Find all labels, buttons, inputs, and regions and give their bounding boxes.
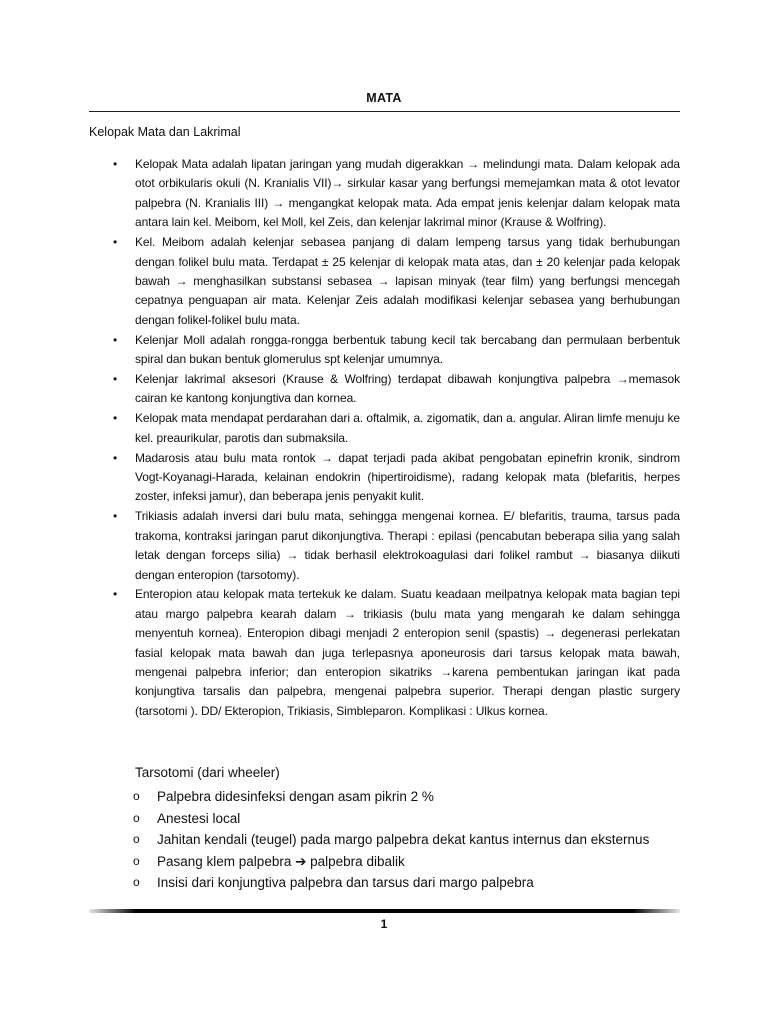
bullet-dot: •	[113, 587, 118, 602]
bullet-text: Enteropion atau kelopak mata tertekuk ke dalam. Suatu keadaan meilpatnya kelopak mata bagian tepi atau margo palpebra kearah dalam → trikiasis (bulu mata yang mengarah ke dalam sehingga menyentuh kornea). Enteropion dibagi menjadi 2 enteropion senil (spastis) → degenerasi perlekatan fasial kelopak mata bawah dan juga terlepasnya aponeurosis dari tarsus kelopak mata bawah, mengenai palpebra inferior; dan enteropion sikatriks →karena pembentukan jaringan ikat pada konjungtiva tarsalis dan palpebra, mengenai palpebra superior. Therapi dengan plastic surgery (tarsotomi ). DD/ Ekteropion, Trikiasis, Simbleparon. Komplikasi : Ulkus kornea.	[135, 587, 680, 718]
bullet-text: Trikiasis adalah inversi dari bulu mata, sehingga mengenai kornea. E/ blefaritis, trauma, tarsus pada trakoma, kontraksi jaringan parut dikonjungtiva. Therapi : epilasi (pencabutan beberapa silia yang salah letak dengan forceps silia) → tidak berhasil elektrokoagulasi dari folikel rambut → biasanya diikuti dengan enteropion (tarsotomy).	[135, 509, 680, 582]
step-text: Insisi dari konjungtiva palpebra dan tarsus dari margo palpebra	[157, 875, 534, 890]
bullet-dot: •	[113, 450, 118, 465]
list-item	[133, 829, 693, 851]
bullet-text: Kelenjar Moll adalah rongga-rongga berbentuk tabung kecil tak bercabang dan permulaan berbentuk spiral dan bukan bentuk glomerulus spt kelenjar umumnya.	[135, 332, 680, 367]
bullet-item	[89, 585, 680, 721]
list-item	[133, 851, 693, 873]
list-item	[133, 786, 693, 808]
circle-bullet-icon: o	[133, 789, 140, 803]
step-text: Jahitan kendali (teugel) pada margo palpebra dekat kantus internus dan eksternus	[157, 832, 650, 847]
bullet-text: Kelopak mata mendapat perdarahan dari a. oftalmik, a. zigomatik, dan a. angular. Aliran limfe menuju ke kel. preaurikular, parotis dan submaksila.	[135, 411, 680, 445]
bullet-dot: •	[113, 509, 118, 524]
circle-bullet-icon: o	[133, 875, 140, 889]
bullet-item	[89, 331, 680, 370]
section-heading: Kelopak Mata dan Lakrimal	[89, 125, 241, 139]
circle-bullet-icon: o	[133, 832, 140, 846]
circle-bullet-icon: o	[133, 853, 140, 868]
page-number: 1	[380, 917, 388, 931]
bullet-dot: •	[113, 371, 118, 386]
bullet-item	[89, 409, 680, 448]
bullet-item	[89, 370, 680, 409]
step-text: Pasang klem palpebra ➔ palpebra dibalik	[157, 853, 405, 869]
bullet-text: Kelopak Mata adalah lipatan jaringan yang mudah digerakkan → melindungi mata. Dalam kelopak ada otot orbikularis okuli (N. Kranialis VII)→ sirkular kasar yang berfungsi memejamkan mata & otot levator palpebra (N. Kranialis III) → mengangkat kelopak mata. Ada empat jenis kelenjar dalam kelopak mata antara lain kel. Meibom, kel Moll, kel Zeis, dan kelenjar lakrimal minor (Krause & Wolfring).	[135, 157, 680, 230]
bullet-item	[89, 155, 680, 233]
step-text: Anestesi local	[157, 810, 241, 826]
bullet-text: Kel. Meibom adalah kelenjar sebasea panjang di dalam lempeng tarsus yang tidak berhubungan dengan folikel bulu mata. Terdapat ± 25 kelenjar di kelopak mata atas, dan ± 20 kelenjar pada kelopak bawah → menghasilkan substansi sebasea → lapisan minyak (tear film) yang berfungsi mencegah cepatnya penguapan air mata. Kelenjar Zeis adalah modifikasi kelenjar sebasea yang berhubungan dengan folikel-folikel bulu mata.	[135, 235, 680, 327]
circle-bullet-icon: o	[133, 810, 140, 825]
step-text: Palpebra didesinfeksi dengan asam pikrin 2 %	[157, 789, 434, 804]
bullet-text: Madarosis atau bulu mata rontok → dapat terjadi pada akibat pengobatan epinefrin kronik, sindrom Vogt-Koyanagi-Harada, kelainan endokrin (hipertiroidisme), radang kelopak mata (blefaritis, herpes zoster, infeksi jamur), dan beberapa jenis penyakit kulit.	[135, 450, 680, 504]
footer-divider	[89, 909, 680, 913]
bullet-list	[89, 155, 680, 722]
bullet-item	[89, 233, 680, 330]
tarsotomi-title: Tarsotomi (dari wheeler)	[135, 765, 280, 780]
list-item	[133, 808, 693, 830]
header-divider	[89, 111, 680, 112]
bullet-dot: •	[113, 332, 118, 347]
tarsotomi-steps	[133, 786, 693, 894]
bullet-item	[89, 449, 680, 507]
bullet-dot: •	[113, 411, 118, 426]
bullet-text: Kelenjar lakrimal aksesori (Krause & Wolfring) terdapat dibawah konjungtiva palpebra →memasok cairan ke kantong konjungtiva dan kornea.	[135, 371, 680, 406]
bullet-item	[89, 507, 680, 585]
bullet-dot: •	[113, 235, 118, 250]
page-title: MATA	[366, 91, 402, 105]
list-item	[133, 872, 693, 894]
bullet-dot: •	[113, 157, 118, 171]
